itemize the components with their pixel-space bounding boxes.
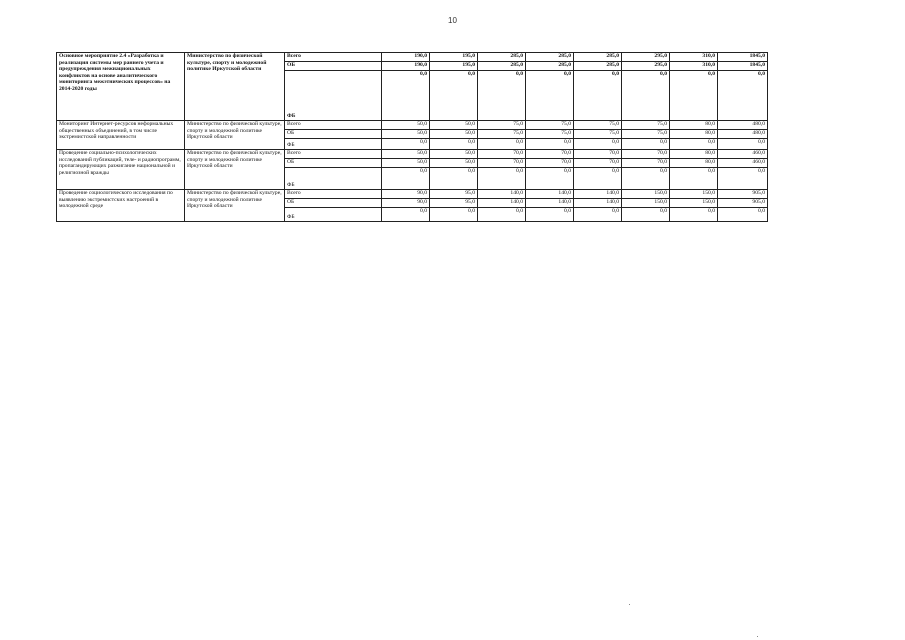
year-value-cell: 0,0 — [622, 139, 670, 150]
year-value-cell: 80,0 — [670, 121, 718, 130]
year-value-cell: 285,0 — [574, 53, 622, 62]
year-value-cell: 0,0 — [526, 168, 574, 190]
year-value-cell: 0,0 — [670, 139, 718, 150]
funding-source-cell: ФБ — [285, 208, 382, 222]
year-value-cell: 75,0 — [478, 121, 526, 130]
year-value-cell: 90,0 — [382, 190, 430, 199]
year-value-cell: 140,0 — [574, 190, 622, 199]
year-value-cell: 0,0 — [622, 208, 670, 222]
year-value-cell: 0,0 — [382, 71, 430, 121]
table-row — [57, 121, 768, 130]
year-value-cell: 50,0 — [382, 159, 430, 168]
total-value-cell: 480,0 — [718, 130, 768, 139]
year-value-cell: 50,0 — [430, 130, 478, 139]
year-value-cell: 50,0 — [430, 159, 478, 168]
year-value-cell: 75,0 — [622, 130, 670, 139]
total-value-cell: 1845,0 — [718, 53, 768, 62]
total-value-cell: 460,0 — [718, 159, 768, 168]
year-value-cell: 70,0 — [574, 150, 622, 159]
table-row — [57, 150, 768, 159]
year-value-cell: 95,0 — [430, 199, 478, 208]
measure-description: Проведение социологического исследования по выявлению экстремистских настроений в молодежной среде — [57, 190, 185, 222]
year-value-cell: 0,0 — [574, 139, 622, 150]
year-value-cell: 190,0 — [382, 53, 430, 62]
year-value-cell: 70,0 — [478, 150, 526, 159]
total-value-cell: 905,0 — [718, 199, 768, 208]
year-value-cell: 140,0 — [478, 190, 526, 199]
year-value-cell: 150,0 — [622, 190, 670, 199]
year-value-cell: 70,0 — [526, 150, 574, 159]
year-value-cell: 75,0 — [622, 121, 670, 130]
executor-cell: Министерство по физической культуре, спорту и молодежной политике Иркутской области — [185, 53, 285, 121]
year-value-cell: 70,0 — [526, 159, 574, 168]
funding-source-cell: ОБ — [285, 199, 382, 208]
funding-source-cell: Всего — [285, 190, 382, 199]
total-value-cell: 0,0 — [718, 71, 768, 121]
year-value-cell: 195,0 — [430, 62, 478, 71]
year-value-cell: 0,0 — [670, 208, 718, 222]
budget-table — [56, 52, 768, 222]
year-value-cell: 295,0 — [622, 53, 670, 62]
total-value-cell: 0,0 — [718, 168, 768, 190]
year-value-cell: 140,0 — [526, 190, 574, 199]
funding-source-cell: ОБ — [285, 62, 382, 71]
year-value-cell: 50,0 — [382, 150, 430, 159]
year-value-cell: 285,0 — [526, 62, 574, 71]
year-value-cell: 190,0 — [382, 62, 430, 71]
year-value-cell: 70,0 — [574, 159, 622, 168]
year-value-cell: 285,0 — [526, 53, 574, 62]
total-value-cell: 0,0 — [718, 208, 768, 222]
year-value-cell: 195,0 — [430, 53, 478, 62]
scan-speck — [629, 604, 630, 605]
year-value-cell: 150,0 — [670, 199, 718, 208]
year-value-cell: 140,0 — [526, 199, 574, 208]
table-row — [57, 53, 768, 62]
year-value-cell: 70,0 — [622, 159, 670, 168]
year-value-cell: 90,0 — [382, 199, 430, 208]
year-value-cell: 80,0 — [670, 150, 718, 159]
year-value-cell: 295,0 — [622, 62, 670, 71]
year-value-cell: 0,0 — [430, 139, 478, 150]
year-value-cell: 0,0 — [670, 168, 718, 190]
year-value-cell: 80,0 — [670, 130, 718, 139]
year-value-cell: 75,0 — [574, 130, 622, 139]
year-value-cell: 0,0 — [526, 208, 574, 222]
year-value-cell: 140,0 — [478, 199, 526, 208]
year-value-cell: 150,0 — [670, 190, 718, 199]
year-value-cell: 95,0 — [430, 190, 478, 199]
funding-source-cell: ФБ — [285, 139, 382, 150]
year-value-cell: 0,0 — [622, 71, 670, 121]
year-value-cell: 0,0 — [526, 71, 574, 121]
year-value-cell: 70,0 — [478, 159, 526, 168]
year-value-cell: 0,0 — [430, 208, 478, 222]
year-value-cell: 0,0 — [478, 168, 526, 190]
year-value-cell: 0,0 — [526, 139, 574, 150]
year-value-cell: 150,0 — [622, 199, 670, 208]
funding-source-cell: ФБ — [285, 168, 382, 190]
year-value-cell: 0,0 — [670, 71, 718, 121]
year-value-cell: 75,0 — [574, 121, 622, 130]
funding-source-cell: Всего — [285, 150, 382, 159]
year-value-cell: 0,0 — [622, 168, 670, 190]
year-value-cell: 0,0 — [478, 139, 526, 150]
year-value-cell: 0,0 — [574, 208, 622, 222]
year-value-cell: 75,0 — [478, 130, 526, 139]
year-value-cell: 75,0 — [526, 130, 574, 139]
funding-source-cell: Всего — [285, 53, 382, 62]
table-body — [57, 53, 768, 222]
year-value-cell: 0,0 — [430, 168, 478, 190]
year-value-cell: 0,0 — [574, 168, 622, 190]
year-value-cell: 140,0 — [574, 199, 622, 208]
year-value-cell: 0,0 — [478, 71, 526, 121]
measure-description: Проведение социально-психологических исследований публикаций, теле- и радиопрограмм, пропагандирующих разжигание национальной и религиозной вражды — [57, 150, 185, 190]
scan-speck — [757, 636, 758, 637]
year-value-cell: 310,0 — [670, 53, 718, 62]
funding-source-cell: ФБ — [285, 71, 382, 121]
year-value-cell: 310,0 — [670, 62, 718, 71]
funding-source-cell: Всего — [285, 121, 382, 130]
year-value-cell: 50,0 — [382, 130, 430, 139]
year-value-cell: 50,0 — [430, 121, 478, 130]
year-value-cell: 70,0 — [622, 150, 670, 159]
year-value-cell: 0,0 — [382, 139, 430, 150]
year-value-cell: 50,0 — [430, 150, 478, 159]
year-value-cell: 80,0 — [670, 159, 718, 168]
measure-description: Мониторинг Интернет-ресурсов неформальных общественных объединений, в том числе экстремистской направленности — [57, 121, 185, 150]
total-value-cell: 480,0 — [718, 121, 768, 130]
total-value-cell: 1845,0 — [718, 62, 768, 71]
total-value-cell: 905,0 — [718, 190, 768, 199]
measure-description: Основное мероприятие 2.4 «Разработка и реализация системы мер раннего учета и предупреждения межнациональных конфликтов на основе аналитического мониторинга межэтнических процессов» на 2014-2020 годы — [57, 53, 185, 121]
year-value-cell: 75,0 — [526, 121, 574, 130]
year-value-cell: 0,0 — [478, 208, 526, 222]
funding-source-cell: ОБ — [285, 159, 382, 168]
funding-source-cell: ОБ — [285, 130, 382, 139]
year-value-cell: 0,0 — [382, 168, 430, 190]
year-value-cell: 285,0 — [478, 53, 526, 62]
year-value-cell: 0,0 — [382, 208, 430, 222]
table-row — [57, 190, 768, 199]
executor-cell: Министерство по физической культуре, спорту и молодежной политике Иркутской области — [185, 150, 285, 190]
year-value-cell: 0,0 — [574, 71, 622, 121]
year-value-cell: 0,0 — [430, 71, 478, 121]
year-value-cell: 50,0 — [382, 121, 430, 130]
total-value-cell: 460,0 — [718, 150, 768, 159]
year-value-cell: 285,0 — [478, 62, 526, 71]
page-number: 10 — [448, 16, 457, 25]
executor-cell: Министерство по физической культуре, спорту и молодежной политике Иркутской области — [185, 190, 285, 222]
executor-cell: Министерство по физической культуре, спорту и молодежной политике Иркутской области — [185, 121, 285, 150]
total-value-cell: 0,0 — [718, 139, 768, 150]
year-value-cell: 285,0 — [574, 62, 622, 71]
